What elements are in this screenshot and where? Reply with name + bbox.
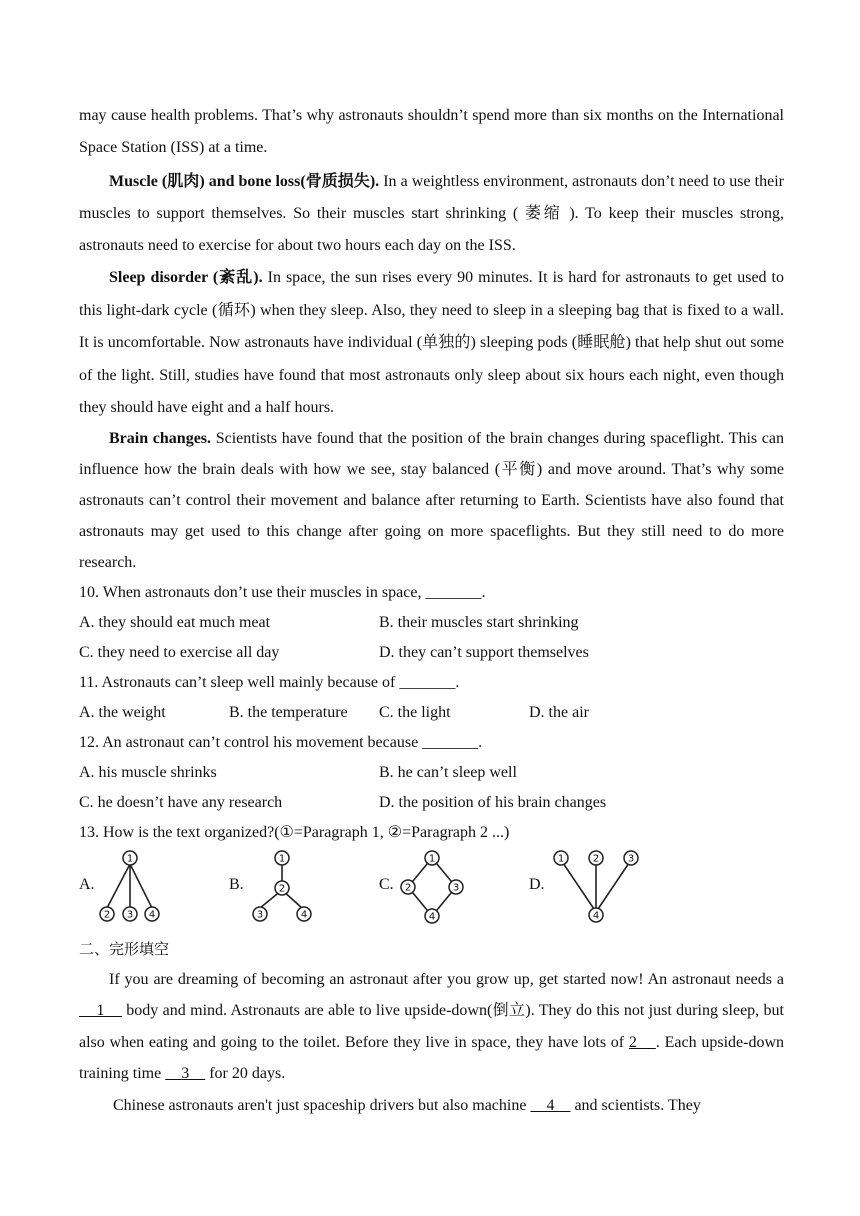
question-13-option-d[interactable] bbox=[529, 850, 679, 928]
paragraph-muscle bbox=[79, 166, 784, 262]
diagram-node-label: 3 bbox=[256, 909, 264, 920]
question-10-option-b[interactable]: B. their muscles start shrinking bbox=[379, 613, 579, 631]
cloze-paragraph-1 bbox=[79, 964, 784, 1090]
diagram-node-label: 2 bbox=[278, 883, 286, 894]
question-13-option-c[interactable] bbox=[379, 850, 529, 928]
question-11-options bbox=[79, 698, 784, 728]
diagram-node-label: 1 bbox=[557, 853, 565, 864]
cloze-passage bbox=[79, 964, 784, 1121]
diagram-node-label: 3 bbox=[627, 853, 635, 864]
option-a-label: A. bbox=[79, 875, 95, 893]
cloze-text-2a: Chinese astronauts aren't just spaceship drivers but also machine bbox=[113, 1096, 531, 1114]
question-11-option-a[interactable]: A. the weight bbox=[79, 703, 166, 721]
question-12-option-a[interactable]: A. his muscle shrinks bbox=[79, 763, 217, 781]
question-10-stem: 10. When astronauts don’t use their muscles in space, _______. bbox=[79, 583, 486, 601]
diagram-a-structure-icon bbox=[97, 850, 167, 924]
question-10-options-row1 bbox=[79, 608, 784, 638]
diagram-node-label: 1 bbox=[428, 853, 436, 864]
question-12-options-row1 bbox=[79, 758, 784, 788]
paragraph-brain-title: Brain changes. bbox=[109, 429, 212, 447]
cloze-text-1d: for 20 days. bbox=[205, 1065, 286, 1082]
cloze-text-1b: body and mind. Astronauts are able to live upside-down(倒立). They do this not just during sleep, but also when eating and going to the toilet. Before they live in space, they have lots of bbox=[79, 1002, 784, 1051]
option-d-label: D. bbox=[529, 875, 545, 893]
cloze-paragraph-2 bbox=[79, 1090, 784, 1121]
paragraph-sleep bbox=[79, 262, 784, 425]
question-11-option-d[interactable]: D. the air bbox=[529, 703, 589, 721]
question-10-option-a[interactable]: A. they should eat much meat bbox=[79, 613, 271, 631]
question-11-stem: 11. Astronauts can’t sleep well mainly because of _______. bbox=[79, 673, 460, 691]
question-10-option-d[interactable]: D. they can’t support themselves bbox=[379, 643, 589, 661]
cloze-blank-2[interactable]: 2 bbox=[628, 1033, 656, 1051]
cloze-text-2b: and scientists. They bbox=[570, 1096, 701, 1114]
diagram-node-label: 3 bbox=[452, 882, 460, 893]
cloze-blank-3[interactable]: 3 bbox=[165, 1065, 206, 1082]
question-11-option-c[interactable]: C. the light bbox=[379, 703, 451, 721]
option-b-label: B. bbox=[229, 875, 244, 893]
option-c-label: C. bbox=[379, 875, 394, 893]
diagram-node-label: 4 bbox=[428, 911, 436, 922]
document-page bbox=[79, 100, 784, 1121]
paragraph-sleep-body: In space, the sun rises every 90 minutes. It is hard for astronauts to get used to this light-dark cycle (循环) when they sleep. Also, they need to sleep in a sleeping bag that is fixed to a wall. It is uncomfortable. Now astronauts have individual (单独的) sleeping pods (睡眠舱) that help shut out some of the light. Still, studies have found that most astronauts only sleep about six hours each night, even though they should have eight and a half hours. bbox=[79, 269, 784, 416]
question-12-stem: 12. An astronaut can’t control his movement because _______. bbox=[79, 733, 483, 751]
question-11-option-b[interactable]: B. the temperature bbox=[229, 703, 348, 721]
paragraph-sleep-title: Sleep disorder (紊乱). bbox=[109, 269, 263, 286]
diagram-node-label: 1 bbox=[278, 853, 286, 864]
passage-intro-continued: may cause health problems. That’s why astronauts shouldn’t spend more than six months on the International Space Station (ISS) at a time. bbox=[79, 107, 784, 156]
question-13-option-a[interactable] bbox=[79, 850, 229, 928]
question-13-diagram-options bbox=[79, 850, 784, 928]
diagram-node-label: 4 bbox=[148, 909, 156, 920]
diagram-node-label: 1 bbox=[126, 853, 134, 864]
paragraph-muscle-title: Muscle (肌肉) and bone loss(骨质损失). bbox=[109, 173, 380, 190]
diagram-node-label: 2 bbox=[592, 853, 600, 864]
cloze-blank-4[interactable]: 4 bbox=[530, 1096, 571, 1114]
cloze-text-1a: If you are dreaming of becoming an astronaut after you grow up, get started now! An astronaut needs a bbox=[109, 970, 784, 988]
paragraph-brain bbox=[79, 423, 784, 578]
question-12-option-b[interactable]: B. he can’t sleep well bbox=[379, 763, 517, 781]
diagram-node-label: 4 bbox=[592, 910, 600, 921]
diagram-node-label: 3 bbox=[126, 909, 134, 920]
diagram-node-label: 2 bbox=[404, 882, 412, 893]
cloze-text-1c: . Each upside-down training time bbox=[79, 1033, 785, 1082]
section-2-heading: 二、完形填空 bbox=[79, 939, 170, 958]
diagram-node-label: 4 bbox=[300, 909, 308, 920]
question-13-stem: 13. How is the text organized?(①=Paragraph 1, ②=Paragraph 2 ...) bbox=[79, 823, 510, 841]
paragraph-brain-body: Scientists have found that the position of the brain changes during spaceflight. This can influence how the brain deals with how we see, stay balanced (平衡) and move around. That’s why some astronauts can’t control their movement and balance after returning to Earth. Scientists have also found that astronauts may get used to this change after going on more spaceflights. But they still need to do more research. bbox=[79, 429, 784, 571]
diagram-d-structure-icon bbox=[551, 850, 645, 924]
question-12-options-row2 bbox=[79, 788, 784, 818]
diagram-c-structure-icon bbox=[397, 850, 467, 924]
paragraph-muscle-body: In a weightless environment, astronauts don’t need to use their muscles to support themselves. So their muscles start shrinking ( 萎缩 ). To keep their muscles strong, astronauts need to exercise for about two hours each day on the ISS. bbox=[79, 173, 784, 254]
question-10-option-c[interactable]: C. they need to exercise all day bbox=[79, 643, 280, 661]
question-10-options-row2 bbox=[79, 638, 784, 668]
question-13-option-b[interactable] bbox=[229, 850, 379, 928]
cloze-blank-1[interactable]: 1 bbox=[79, 1002, 122, 1019]
diagram-node-label: 2 bbox=[103, 909, 111, 920]
question-12-option-c[interactable]: C. he doesn’t have any research bbox=[79, 793, 283, 811]
diagram-b-structure-icon bbox=[247, 850, 317, 924]
question-12-option-d[interactable]: D. the position of his brain changes bbox=[379, 793, 607, 811]
